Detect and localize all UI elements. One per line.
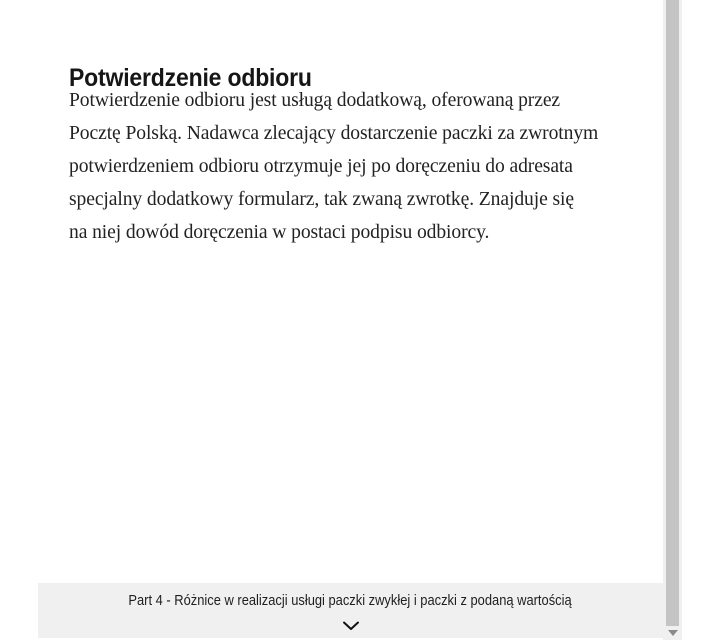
part-navigation-label: Part 4 - Różnice w realizacji usługi paczki zwykłej i paczki z podaną wartością	[128, 593, 573, 609]
vertical-scrollbar[interactable]	[663, 0, 682, 640]
paragraph-line: potwierdzeniem odbioru otrzymuje jej po doręczeniu do adresata	[69, 155, 573, 177]
part-navigation-bar[interactable]	[38, 583, 663, 638]
chevron-down-icon[interactable]	[342, 618, 360, 628]
triangle-down-icon	[668, 630, 678, 636]
paragraph-line: na niej dowód doręczenia w postaci podpisu odbiorcy.	[69, 221, 490, 243]
scrollbar-down-button[interactable]	[663, 626, 682, 640]
paragraph-line: specjalny dodatkowy formularz, tak zwaną zwrotkę. Znajduje się	[69, 188, 574, 210]
section-heading: Potwierdzenie odbioru	[69, 63, 312, 92]
paragraph-line: Pocztę Polską. Nadawca zlecający dostarczenie paczki za zwrotnym	[69, 122, 599, 144]
paragraph-line: Potwierdzenie odbioru jest usługą dodatkową, oferowaną przez	[69, 89, 561, 111]
scrollbar-thumb[interactable]	[666, 0, 679, 626]
section-paragraph	[69, 84, 598, 249]
